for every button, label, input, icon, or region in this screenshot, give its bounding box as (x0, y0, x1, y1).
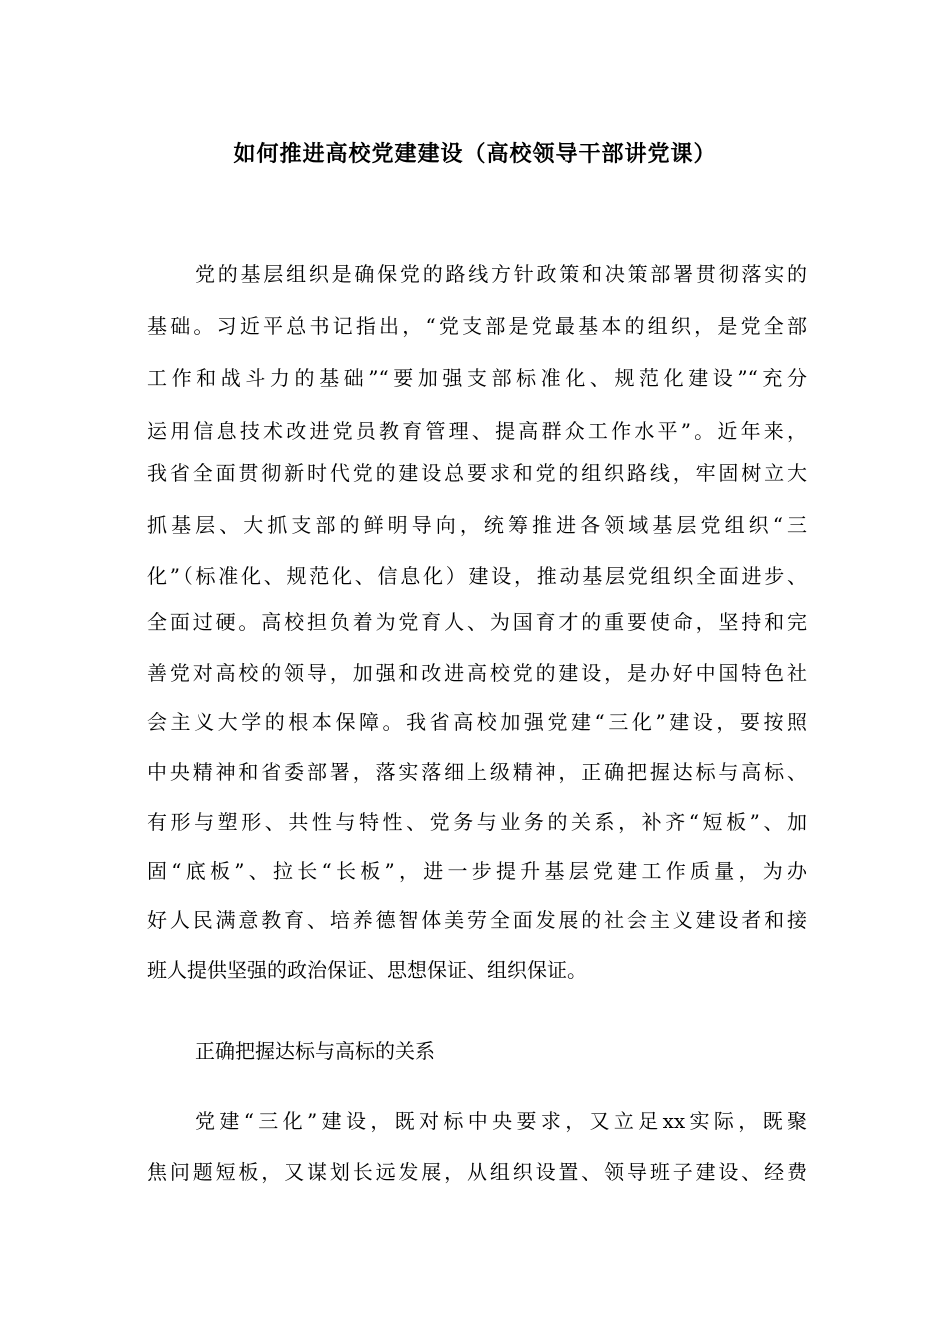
paragraph-line: 党建“三化”建设，既对标中央要求，又立足xx实际，既聚 (195, 1109, 807, 1133)
document-title: 如何推进高校党建建设（高校领导干部讲党课） (233, 141, 717, 167)
paragraph-line: 运用信息技术改进党员教育管理、提高群众工作水平”。近年来， (147, 419, 807, 443)
paragraph-line: 我省全面贯彻新时代党的建设总要求和党的组织路线，牢固树立大 (147, 461, 807, 485)
paragraph-line: 抓基层、大抓支部的鲜明导向，统筹推进各领域基层党组织“三 (147, 513, 807, 537)
paragraph-line: 善党对高校的领导，加强和改进高校党的建设，是办好中国特色社 (147, 661, 807, 685)
paragraph-line: 班人提供坚强的政治保证、思想保证、组织保证。 (147, 958, 587, 982)
paragraph-line: 会主义大学的根本保障。我省高校加强党建“三化”建设，要按照 (147, 710, 807, 734)
paragraph-line: 焦问题短板，又谋划长远发展，从组织设置、领导班子建设、经费 (147, 1160, 807, 1184)
paragraph-line: 好人民满意教育、培养德智体美劳全面发展的社会主义建设者和接 (147, 908, 807, 932)
paragraph-line: 有形与塑形、共性与特性、党务与业务的关系，补齐“短板”、加 (147, 810, 807, 834)
section-heading: 正确把握达标与高标的关系 (195, 1039, 435, 1063)
paragraph-line: 基础。习近平总书记指出，“党支部是党最基本的组织，是党全部 (147, 314, 807, 338)
paragraph-line: 党的基层组织是确保党的路线方针政策和决策部署贯彻落实的 (195, 262, 807, 286)
paragraph-line: 固“底板”、拉长“长板”，进一步提升基层党建工作质量，为办 (147, 859, 807, 883)
paragraph-line: 工作和战斗力的基础”“要加强支部标准化、规范化建设”“充分 (147, 366, 807, 390)
paragraph-line: 化”（标准化、规范化、信息化）建设，推动基层党组织全面进步、 (147, 564, 807, 588)
paragraph-line: 全面过硬。高校担负着为党育人、为国育才的重要使命，坚持和完 (147, 610, 807, 634)
paragraph-line: 中央精神和省委部署，落实落细上级精神，正确把握达标与高标、 (147, 760, 807, 784)
